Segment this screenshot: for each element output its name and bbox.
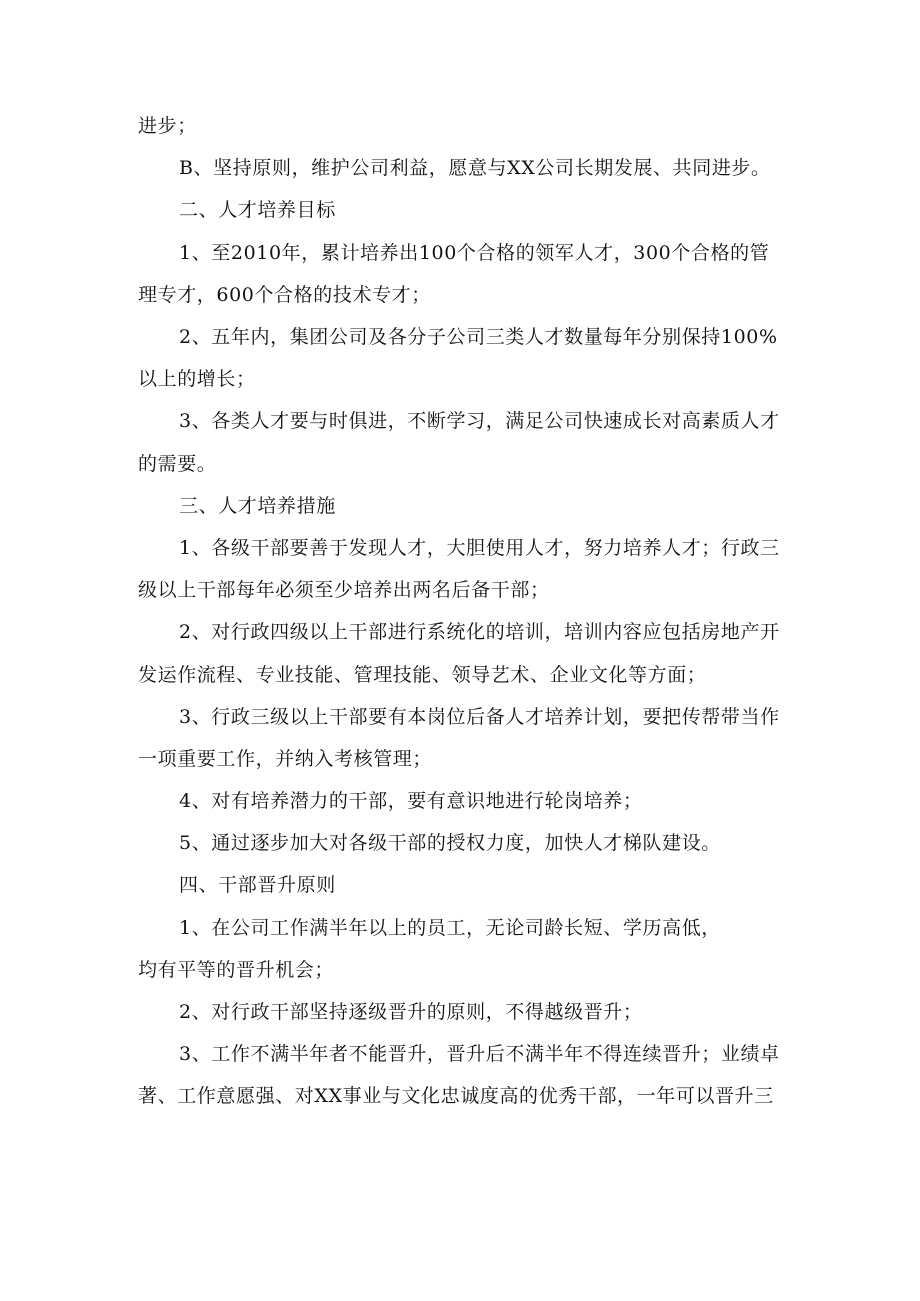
text-line: 理专才，600个合格的技术专才； xyxy=(138,284,431,306)
text-line: 的需要。 xyxy=(138,453,217,475)
text-line: 3、工作不满半年者不能晋升，晋升后不满半年不得连续晋升；业绩卓 xyxy=(179,1043,780,1065)
text-line: 一项重要工作，并纳入考核管理； xyxy=(138,748,433,770)
text-line: 2、对行政四级以上干部进行系统化的培训，培训内容应包括房地产开 xyxy=(179,621,780,643)
text-line: B、坚持原则，维护公司利益，愿意与XX公司长期发展、共同进步。 xyxy=(179,157,771,179)
text-line: 1、至2010年，累计培养出100个合格的领军人才，300个合格的管 xyxy=(179,242,770,264)
text-line: 3、各类人才要与时俱进，不断学习，满足公司快速成长对高素质人才 xyxy=(179,410,780,432)
text-line: 均有平等的晋升机会； xyxy=(138,959,335,981)
text-line: 5、通过逐步加大对各级干部的授权力度，加快人才梯队建设。 xyxy=(179,832,721,854)
section-heading: 四、干部晋升原则 xyxy=(179,874,336,896)
text-line: 4、对有培养潜力的干部，要有意识地进行轮岗培养； xyxy=(179,790,643,812)
text-line: 1、在公司工作满半年以上的员工，无论司龄长短、学历高低， xyxy=(179,917,721,939)
text-line: 3、行政三级以上干部要有本岗位后备人才培养计划，要把传帮带当作 xyxy=(179,706,780,728)
text-line: 1、各级干部要善于发现人才，大胆使用人才，努力培养人才；行政三 xyxy=(179,537,780,559)
text-line: 发运作流程、专业技能、管理技能、领导艺术、企业文化等方面； xyxy=(138,664,707,686)
text-line: 2、五年内，集团公司及各分子公司三类人才数量每年分别保持100% xyxy=(179,326,778,348)
text-line: 著、工作意愿强、对XX事业与文化忠诚度高的优秀干部，一年可以晋升三 xyxy=(138,1085,774,1107)
text-line: 进步； xyxy=(138,115,197,137)
text-line: 以上的增长； xyxy=(138,368,256,390)
section-heading: 二、人才培养目标 xyxy=(179,199,336,221)
text-line: 级以上干部每年必须至少培养出两名后备干部； xyxy=(138,579,550,601)
text-line: 2、对行政干部坚持逐级晋升的原则，不得越级晋升； xyxy=(179,1001,643,1023)
section-heading: 三、人才培养措施 xyxy=(179,495,336,517)
